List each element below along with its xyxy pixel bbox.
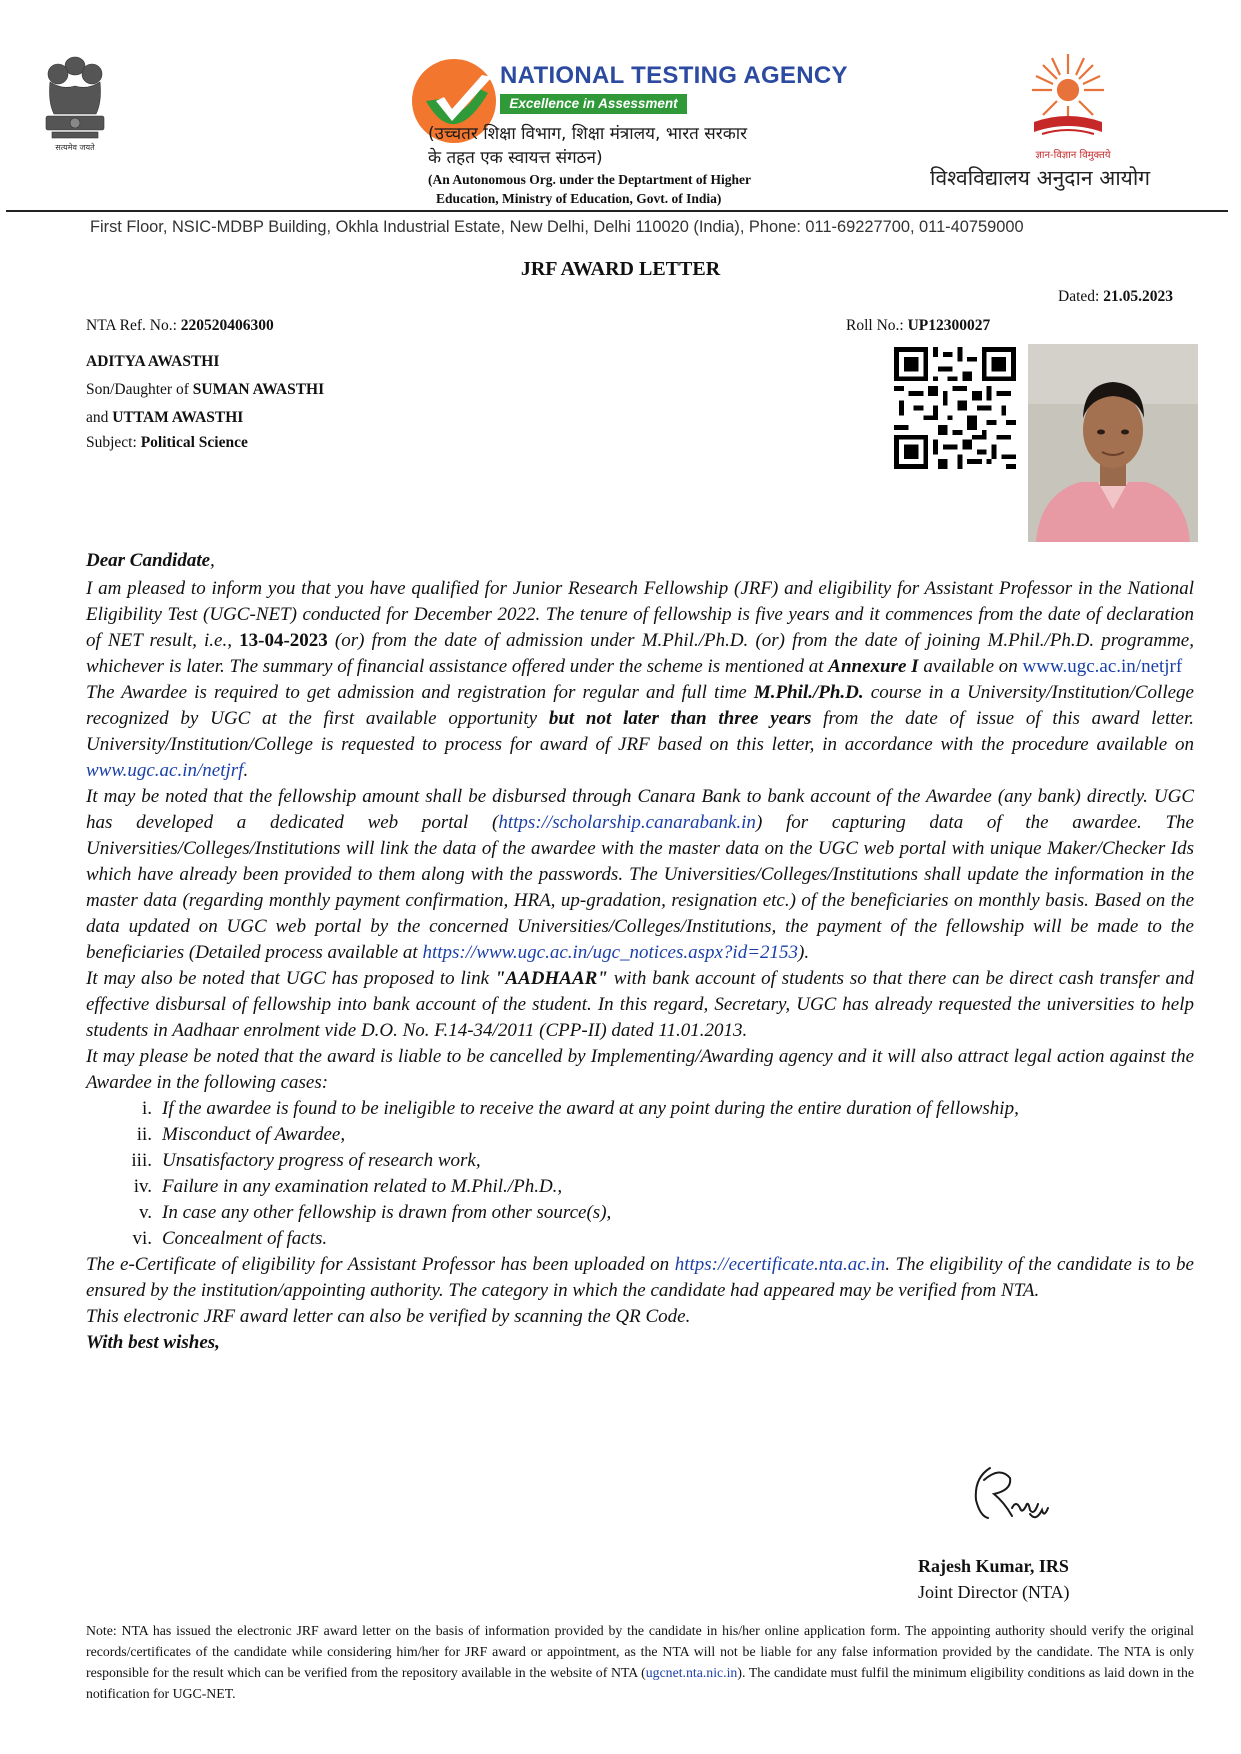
paragraph-admission: The Awardee is required to get admission and registration for regular and full time M.Phil./Ph.D. course in a University/Institution/College recognized by UGC at the first available opportunity but not later than three years from the date of issue of this award letter. University/Institution/College is requested to process for award of JRF based on this letter, in accordance with the procedure available on www.ugc.ac.in/netjrf. — [86, 682, 1194, 781]
list-item: iii. Unsatisfactory progress of research work, — [131, 1150, 481, 1171]
letter-date: Dated: 21.05.2023 — [1058, 288, 1173, 305]
list-item: iv. Failure in any examination related to M.Phil./Ph.D., — [133, 1176, 563, 1197]
closing: With best wishes, — [86, 1332, 220, 1353]
agency-name: NATIONAL TESTING AGENCY — [500, 62, 848, 89]
parent-name-2: UTTAM AWASTHI — [112, 409, 244, 426]
list-item: i. If the awardee is found to be ineligible to receive the award at any point during the entire duration of fellowship, — [141, 1098, 1019, 1119]
subject: Political Science — [140, 434, 248, 451]
letter-title: JRF AWARD LETTER — [520, 258, 721, 280]
ugc-logo — [1018, 48, 1118, 160]
list-item: vi. Concealment of facts. — [132, 1228, 328, 1249]
paragraph-qr-verification: This electronic JRF award letter can also be verified by scanning the QR Code. — [86, 1306, 691, 1327]
list-item: v. In case any other fellowship is drawn from other source(s), — [138, 1202, 612, 1223]
candidate-photo — [1028, 344, 1198, 542]
reference-number: NTA Ref. No.: 220520406300 — [86, 317, 274, 334]
salutation: Dear Candidate, — [86, 550, 215, 571]
candidate-details: ADITYA AWASTHI Son/Daughter of SUMAN AWASTHI and UTTAM AWASTHI Subject: Political Science — [86, 353, 325, 451]
signature-image — [960, 1460, 1060, 1530]
letter-body — [86, 548, 1194, 1356]
verification-qr-code[interactable] — [894, 347, 1016, 469]
parent-name-1: SUMAN AWASTHI — [192, 381, 325, 398]
signatory-block — [918, 1553, 1070, 1605]
national-emblem-logo — [38, 52, 112, 170]
ugc-notice-link[interactable]: https://www.ugc.ac.in/ugc_notices.aspx?id=2153 — [422, 942, 799, 963]
signatory-designation: Joint Director (NTA) — [918, 1582, 1070, 1602]
ecertificate-link[interactable]: https://ecertificate.nta.ac.in — [674, 1254, 886, 1275]
ugc-name: विश्वविद्यालय अनुदान आयोग — [930, 166, 1151, 190]
agency-tagline: Excellence in Assessment — [500, 94, 687, 114]
ugcnet-website-link[interactable]: ugcnet.nta.nic.in — [645, 1665, 738, 1680]
agency-hindi-description: (उच्चतर शिक्षा विभाग, शिक्षा मंत्रालय, भारत सरकार के तहत एक स्वायत्त संगठन) — [428, 124, 748, 168]
header-divider — [6, 210, 1228, 212]
footer-note: Note: NTA has issued the electronic JRF award letter on the basis of information provided by the candidate in his/her online application form. The appointing authority should verify the original records/certificates of the candidate while considering him/her for JRF award or appointment, as the NTA will not be liable for any false information provided by the candidate. The NTA is only responsible for the result which can be verified from the repository available in the website of NTA (ugcnet.nta.nic.in). The candidate must fulfil the minimum eligibility conditions as laid down in the notification for UGC-NET. — [86, 1623, 1194, 1701]
cancellation-cases-list — [86, 1096, 1194, 1252]
agency-english-description: (An Autonomous Org. under the Deptartment of Higher Education, Ministry of Education, Govt. of India) — [428, 172, 751, 206]
candidate-name: ADITYA AWASTHI — [86, 353, 220, 370]
netjrf-link-2[interactable]: www.ugc.ac.in/netjrf — [86, 760, 244, 781]
roll-number: Roll No.: UP12300027 — [846, 317, 991, 334]
paragraph-fellowship: I am pleased to inform you that you have qualified for Junior Research Fellowship (JRF) and eligibility for Assistant Professor in the National Eligibility Test (UGC-NET) conducted for December 2022. The tenure of fellowship is five years and it commences from the date of declaration of NET result, i.e., 13-04-2023 (or) from the date of admission under M.Phil./Ph.D. (or) from the date of joining M.Phil./Ph.D. programme, whichever is later. The summary of financial assistance offered under the scheme is mentioned at Annexure I available on www.ugc.ac.in/netjrf — [86, 578, 1194, 677]
list-item: ii. Misconduct of Awardee, — [136, 1124, 346, 1145]
paragraph-ecertificate: The e-Certificate of eligibility for Assistant Professor has been uploaded on https://ecertificate.nta.ac.in. The eligibility of the candidate is to be ensured by the institution/appointing authority. The category in which the candidate had appeared may be verified from NTA. — [86, 1254, 1194, 1301]
paragraph-aadhaar: It may also be noted that UGC has proposed to link "AADHAAR" with bank account of students so that there can be direct cash transfer and effective disbursal of fellowship into bank account of the student. In this regard, Secretary, UGC has already requested the universities to help students in Aadhaar enrolment vide D.O. No. F.14-34/2011 (CPP-II) dated 11.01.2013. — [86, 968, 1194, 1041]
canara-scholarship-link[interactable]: https://scholarship.canarabank.in — [498, 812, 756, 833]
agency-address: First Floor, NSIC-MDBP Building, Okhla Industrial Estate, New Delhi, Delhi 110020 (India), Phone: 011-69227700, 011-40759000 — [90, 218, 1024, 236]
signatory-name: Rajesh Kumar, IRS — [918, 1556, 1069, 1576]
ugc-motto: ज्ञान-विज्ञान विमुक्तये — [1035, 150, 1111, 161]
paragraph-cancellation: It may please be noted that the award is liable to be cancelled by Implementing/Awarding agency and it will also attract legal action against the Awardee in the following cases: — [86, 1046, 1194, 1093]
paragraph-disbursal: It may be noted that the fellowship amount shall be disbursed through Canara Bank to bank account of the Awardee (any bank) directly. UGC has developed a dedicated web portal (https://scholarship.canarabank.in) for capturing data of the awardee. The Universities/Colleges/Institutions will link the data of the awardee with the master data on the UGC web portal with unique Maker/Checker Ids which have already been provided to them along with the passwords. The Universities/Colleges/Institutions shall update the information in the master data (regarding monthly payment confirmation, HRA, up-gradation, resignation etc.) of the beneficiaries on monthly basis. Based on the data updated on UGC web portal by the concerned Universities/Colleges/Institutions, the payment of the fellowship will be made to the beneficiaries (Detailed process available at https://www.ugc.ac.in/ugc_notices.aspx?id=2153). — [86, 786, 1194, 963]
netjrf-link[interactable]: www.ugc.ac.in/netjrf — [1022, 656, 1183, 677]
svg-text:सत्यमेव जयते: सत्यमेव जयते — [55, 143, 95, 152]
